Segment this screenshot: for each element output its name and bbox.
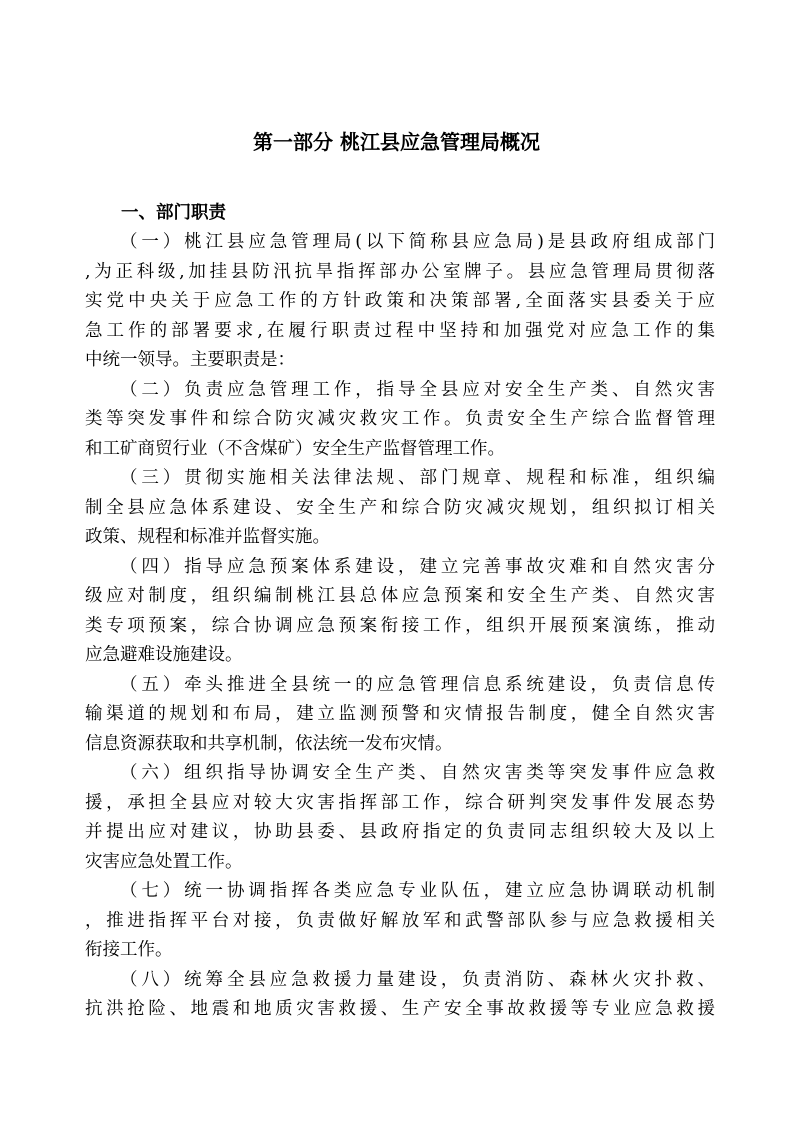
section-heading: 一、部门职责 — [121, 203, 226, 223]
paragraph-line: 衔接工作。 — [85, 940, 173, 960]
body-paragraph — [85, 759, 715, 877]
paragraph-line: （三）贯彻实施相关法律法规、部门规章、规程和标准，组织编 — [120, 468, 715, 488]
paragraph-line: ,为正科级,加挂县防汛抗旱指挥部办公室牌子。县应急管理局贯彻落 — [85, 261, 715, 282]
paragraph-line: （四）指导应急预案体系建设，建立完善事故灾难和自然灾害分 — [120, 556, 715, 577]
paragraph-line: 抗洪抢险、地震和地质灾害救援、生产安全事故救援等专业应急救援 — [85, 999, 715, 1019]
body-paragraph — [85, 671, 715, 760]
document-title: 第一部分 桃江县应急管理局概况 — [253, 130, 540, 154]
paragraph-line: （一）桃江县应急管理局(以下简称县应急局)是县政府组成部门 — [120, 232, 715, 252]
body-paragraph — [85, 228, 715, 376]
paragraph-line: （七）统一协调指挥各类应急专业队伍，建立应急协调联动机制 — [120, 881, 715, 901]
paragraph-line: （六）组织指导协调安全生产类、自然灾害类等突发事件应急救 — [120, 763, 715, 783]
paragraph-line: 制全县应急体系建设、安全生产和综合防灾减灾规划，组织拟订相关 — [85, 497, 715, 518]
body-paragraph — [85, 966, 715, 1025]
body-paragraph — [85, 553, 715, 671]
paragraph-line: 应急避难设施建设。 — [85, 645, 243, 665]
body-paragraph — [85, 877, 715, 966]
paragraph-line: （二）负责应急管理工作，指导全县应对安全生产类、自然灾害 — [120, 379, 715, 400]
paragraph-line: 政策、规程和标准并监督实施。 — [85, 527, 330, 547]
paragraph-line: 信息资源获取和共享机制，依法统一发布灾情。 — [85, 733, 453, 754]
paragraph-line: 级应对制度，组织编制桃江县总体应急预案和安全生产类、自然灾害 — [85, 586, 715, 606]
paragraph-line: 实党中央关于应急工作的方针政策和决策部署,全面落实县委关于应 — [85, 291, 715, 311]
paragraph-line: 急工作的部署要求,在履行职责过程中坚持和加强党对应急工作的集 — [85, 320, 715, 341]
body-paragraph — [85, 464, 715, 553]
paragraph-line: 类等突发事件和综合防灾减灾救灾工作。负责安全生产综合监督管理 — [85, 409, 715, 429]
paragraph-line: （八）统筹全县应急救援力量建设，负责消防、森林火灾扑救、 — [120, 969, 715, 990]
paragraph-line: （五）牵头推进全县统一的应急管理信息系统建设，负责信息传 — [120, 674, 715, 695]
paragraph-line: 灾害应急处置工作。 — [85, 851, 243, 872]
paragraph-line: 和工矿商贸行业（不含煤矿）安全生产监督管理工作。 — [85, 438, 505, 459]
paragraph-line: 输渠道的规划和布局，建立监测预警和灾情报告制度，健全自然灾害 — [85, 704, 715, 724]
paragraph-line: 中统一领导。主要职责是： — [85, 350, 295, 370]
body-paragraph — [85, 376, 715, 465]
paragraph-line: 援，承担全县应对较大灾害指挥部工作，综合研判突发事件发展态势 — [85, 792, 715, 813]
paragraph-line: 类专项预案，综合协调应急预案衔接工作，组织开展预案演练，推动 — [85, 615, 715, 636]
paragraph-line: ，推进指挥平台对接，负责做好解放军和武警部队参与应急救援相关 — [85, 910, 715, 931]
document-body — [85, 228, 715, 1025]
paragraph-line: 并提出应对建议，协助县委、县政府指定的负责同志组织较大及以上 — [85, 822, 715, 842]
